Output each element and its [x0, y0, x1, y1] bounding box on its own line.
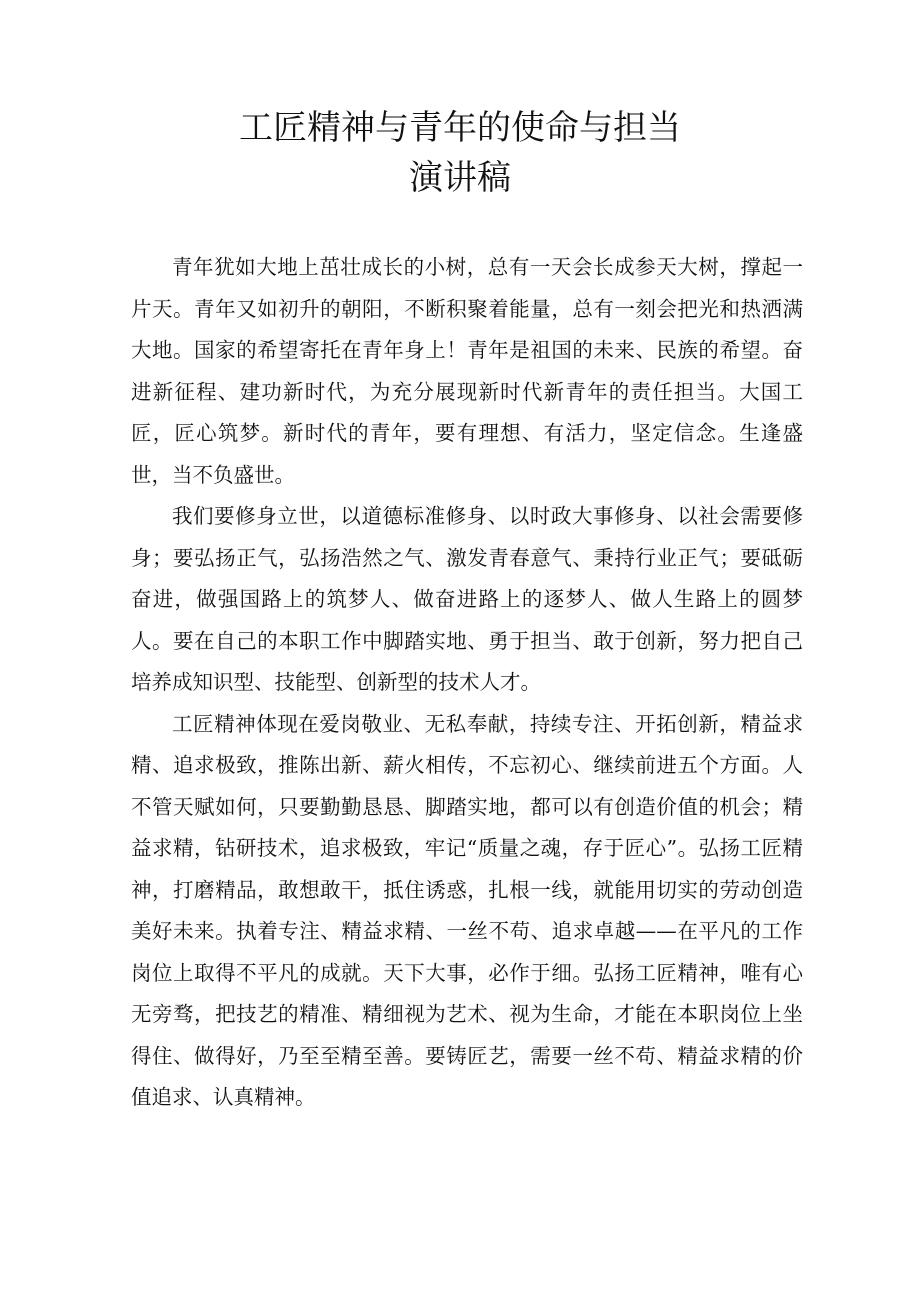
document-body	[131, 247, 803, 1119]
paragraph-3: 工匠精神体现在爱岗敬业、无私奉献，持续专注、开拓创新，精益求精、追求极致，推陈出新、薪火相传，不忘初心、继续前进五个方面。人不管天赋如何，只要勤勤恳恳、脚踏实地，都可以有创造价值的机会；精益求精，钻研技术，追求极致，牢记“质量之魂，存于匠心”。弘扬工匠精神，打磨精品，敢想敢干，抵住诱惑，扎根一线，就能用切实的劳动创造美好未来。执着专注、精益求精、一丝不苟、追求卓越——在平凡的工作岗位上取得不平凡的成就。天下大事，必作于细。弘扬工匠精神，唯有心无旁骛，把技艺的精准、精细视为艺术、视为生命，才能在本职岗位上坐得住、做得好，乃至至精至善。要铸匠艺，需要一丝不苟、精益求精的价值追求、认真精神。	[131, 711, 803, 1109]
paragraph-1: 青年犹如大地上茁壮成长的小树，总有一天会长成参天大树，撑起一片天。青年又如初升的朝阳，不断积聚着能量，总有一刻会把光和热洒满大地。国家的希望寄托在青年身上！青年是祖国的未来、民族的希望。奋进新征程、建功新时代，为充分展现新时代新青年的责任担当。大国工匠，匠心筑梦。新时代的青年，要有理想、有活力，坚定信念。生逢盛世，当不负盛世。	[131, 255, 803, 487]
document-title	[0, 103, 920, 203]
paragraph-2: 我们要修身立世，以道德标准修身、以时政大事修身、以社会需要修身；要弘扬正气，弘扬浩然之气、激发青春意气、秉持行业正气；要砥砺奋进，做强国路上的筑梦人、做奋进路上的逐梦人、做人生路上的圆梦人。要在自己的本职工作中脚踏实地、勇于担当、敢于创新，努力把自己培养成知识型、技能型、创新型的技术人才。	[131, 504, 803, 694]
title-line-1: 工匠精神与青年的使命与担当	[239, 108, 681, 148]
title-line-2: 演讲稿	[409, 158, 511, 198]
